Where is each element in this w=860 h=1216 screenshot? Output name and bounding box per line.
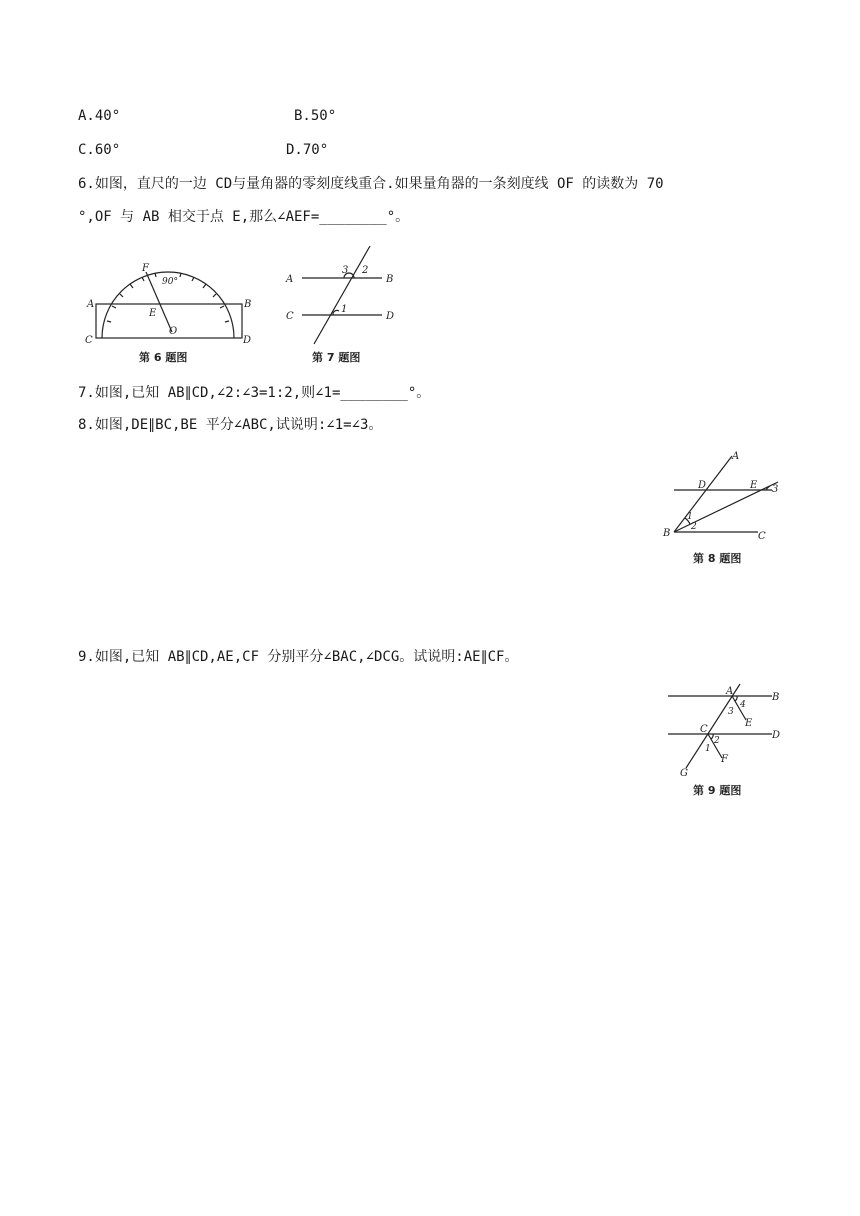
fig7-label-b: B [386,274,394,285]
fig9-label-b: B [772,692,780,703]
fig8-label-c: C [758,531,766,542]
fig9-label-d: D [772,730,781,741]
fig7-angle-3: 3 [342,265,349,276]
fig6-label-e: E [149,308,157,319]
question-9: 9.如图,已知 AB∥CD,AE,CF 分别平分∠BAC,∠DCG。试说明:AE∥CF。 [78,649,519,665]
fig8-angle-1: 1 [687,512,693,522]
fig7-label-a: A [286,274,294,285]
figure-9 [660,680,790,780]
fig9-label-a: A [726,686,734,697]
fig9-label-c: C [700,724,708,735]
fig7-caption: 第 7 题图 [312,351,361,364]
figure-7 [284,244,404,344]
fig8-angle-3: 3 [772,484,779,495]
option-d: D.70° [286,142,329,158]
fig6-label-f: F [142,263,149,274]
question-8: 8.如图,DE∥BC,BE 平分∠ABC,试说明:∠1=∠3。 [78,417,383,433]
fig6-label-90: 90° [162,277,178,287]
fig8-angle-2: 2 [691,522,697,532]
fig9-label-f: F [721,754,728,765]
fig6-caption: 第 6 题图 [139,351,188,364]
fig7-label-c: C [286,311,294,322]
fig8-label-e: E [750,480,758,491]
fig6-label-c: C [85,335,93,346]
option-a: A.40° [78,108,121,124]
fig7-label-d: D [386,311,395,322]
fig8-label-b: B [663,528,671,539]
fig9-angle-1: 1 [705,744,711,754]
question-6-line-1: 6.如图，直尺的一边 CD与量角器的零刻度线重合.如果量角器的一条刻度线 OF 的读数为 70 [78,176,664,192]
fig9-label-g: G [680,768,688,779]
fig6-label-b: B [244,299,252,310]
fig8-caption: 第 8 题图 [693,552,742,565]
fig9-caption: 第 9 题图 [693,784,742,797]
question-7: 7.如图,已知 AB∥CD,∠2:∠3=1:2,则∠1=________°。 [78,385,431,401]
fig7-angle-2: 2 [362,265,369,276]
fig9-angle-4: 4 [740,700,746,710]
fig8-label-d: D [698,480,707,491]
fig7-angle-1: 1 [341,304,348,315]
question-6-line-2: °,OF 与 AB 相交于点 E,那么∠AEF=________°。 [78,209,410,225]
fig6-label-a: A [87,299,95,310]
fig6-label-o: O [169,326,178,337]
option-b: B.50° [294,108,337,124]
fig9-label-e: E [745,718,753,729]
fig9-angle-2: 2 [714,736,720,746]
option-c: C.60° [78,142,121,158]
fig9-angle-3: 3 [728,707,734,717]
figure-6 [80,258,260,358]
fig8-label-a: A [732,451,740,462]
figure-8 [660,448,790,542]
fig6-label-d: D [243,335,252,346]
